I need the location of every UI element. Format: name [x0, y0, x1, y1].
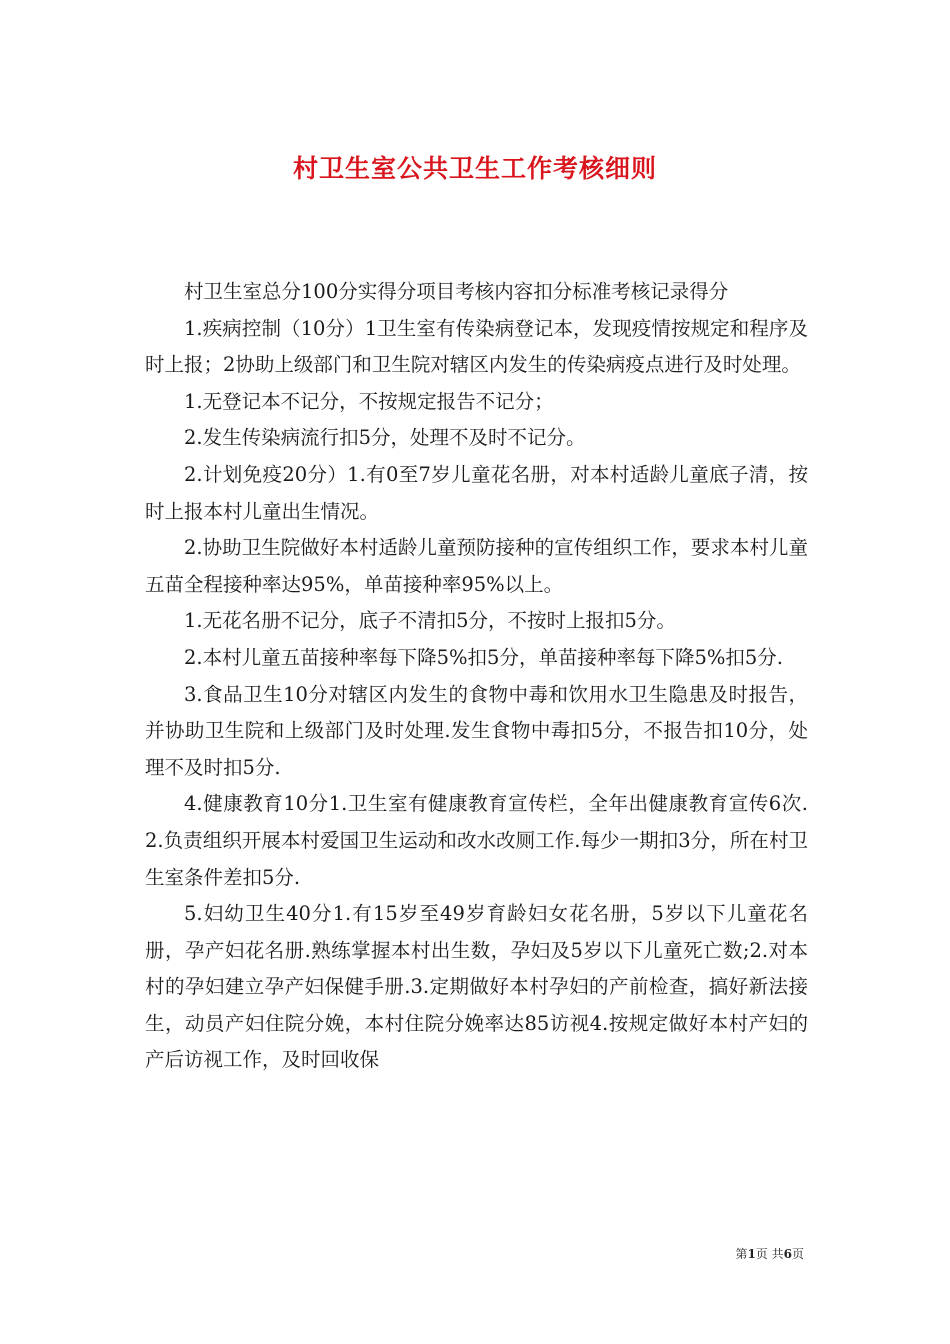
- paragraph-food-hygiene: 3.食品卫生10分对辖区内发生的食物中毒和饮用水卫生隐患及时报告，并协助卫生院和上级部门及时处理.发生食物中毒扣5分，不报告扣10分，处理不及时扣5分.: [145, 682, 808, 779]
- paragraph-maternal-child: 5.妇幼卫生40分1.有15岁至49岁育龄妇女花名册，5岁以下儿童花名册，孕产妇花名册.熟练掌握本村出生数，孕妇及5岁以下儿童死亡数;2.对本村的孕妇建立孕产妇保健手册.3.定期做好本村孕妇的产前检查，搞好新法接生，动员产妇住院分娩，本村住院分娩率达85访视4.按规定做好本村产妇的产后访视工作，及时回收保: [145, 902, 808, 1072]
- document-body: [145, 274, 808, 1079]
- paragraph-disease-control: 1.疾病控制（10分）1卫生室有传染病登记本，发现疫情按规定和程序及时上报；2协助上级部门和卫生院对辖区内发生的传染病疫点进行及时处理。: [145, 316, 808, 377]
- footer-total-pages: 6: [783, 1247, 792, 1261]
- paragraph-health-education: 4.健康教育10分1.卫生室有健康教育宣传栏，全年出健康教育宣传6次.2.负责组织开展本村爱国卫生运动和改水改厕工作.每少一期扣3分，所在村卫生室条件差扣5分.: [145, 792, 808, 889]
- paragraph-disease-deduct-1: 1.无登记本不记分，不按规定报告不记分；: [184, 389, 554, 413]
- footer-middle: 页 共: [755, 1247, 784, 1261]
- paragraph-immunization: 2.计划免疫20分）1.有0至7岁儿童花名册，对本村适龄儿童底子清，按时上报本村儿童出生情况。: [145, 462, 808, 523]
- paragraph-intro: 村卫生室总分100分实得分项目考核内容扣分标准考核记录得分: [184, 280, 729, 303]
- footer-prefix: 第: [735, 1247, 748, 1261]
- paragraph-immunization-deduct-2: 2.本村儿童五苗接种率每下降5%扣5分，单苗接种率每下降5%扣5分.: [184, 645, 783, 669]
- paragraph-immunization-deduct-1: 1.无花名册不记分，底子不清扣5分，不按时上报扣5分。: [184, 609, 676, 633]
- footer-current-page: 1: [747, 1247, 756, 1261]
- paragraph-disease-deduct-2: 2.发生传染病流行扣5分，处理不及时不记分。: [184, 426, 586, 450]
- footer-suffix: 页: [791, 1247, 804, 1261]
- document-title: 村卫生室公共卫生工作考核细则: [292, 153, 657, 183]
- page-footer: [735, 1245, 804, 1262]
- paragraph-immunization-2: 2.协助卫生院做好本村适龄儿童预防接种的宣传组织工作，要求本村儿童五苗全程接种率达95%，单苗接种率95%以上。: [145, 536, 808, 596]
